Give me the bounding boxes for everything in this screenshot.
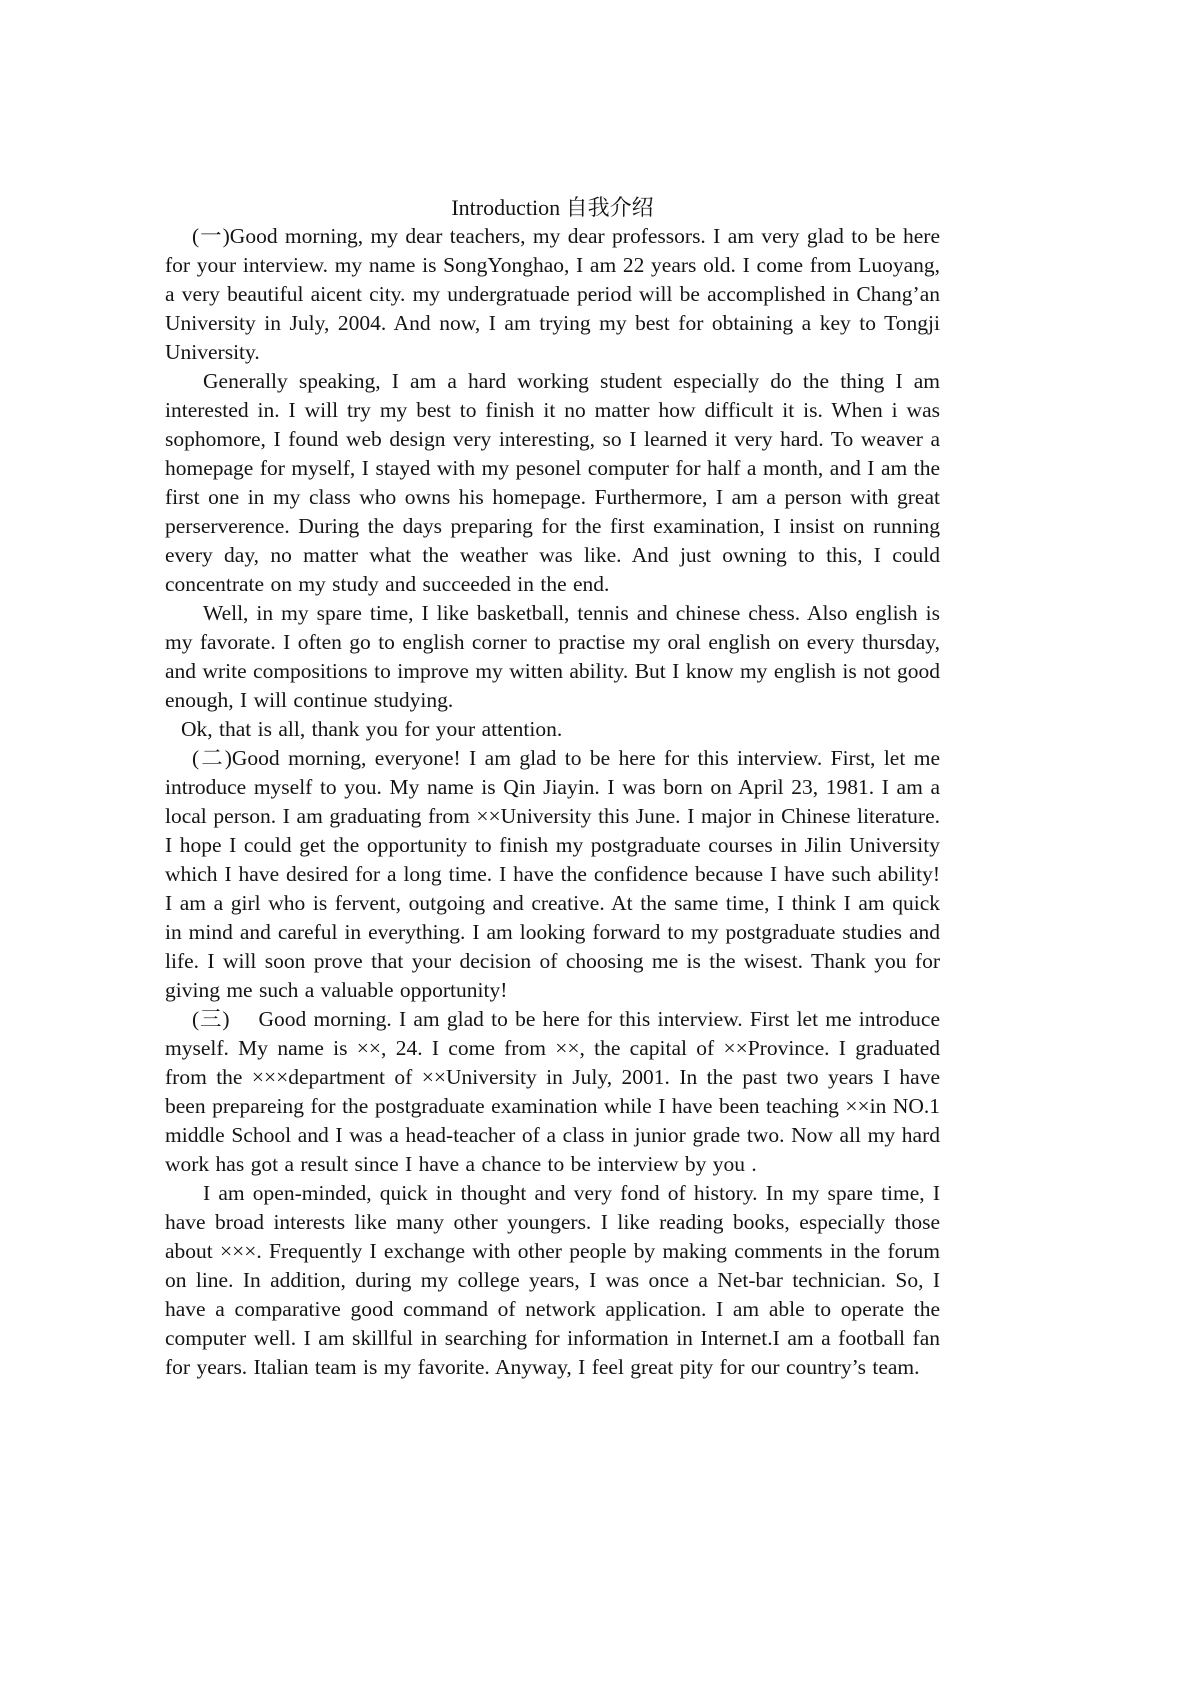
document-title: Introduction 自我介绍: [451, 195, 654, 220]
paragraph-intro-1: (一)Good morning, my dear teachers, my dear professors. I am very glad to be here for your interview. my name is SongYonghao, I am 22 years old. I come from Luoyang, a very beautiful aicent city. my undergratuade period will be accomplished in Chang’an University in July, 2004. And now, I am trying my best for obtaining a key to Tongji University.: [165, 224, 940, 364]
paragraph-intro-1-hobbies: Well, in my spare time, I like basketball, tennis and chinese chess. Also english is my favorate. I often go to english corner to practise my oral english on every thursday, and write compositions to improve my witten ability. But I know my english is not good enough, I will continue studying.: [165, 601, 940, 712]
paragraph-intro-2: (二)Good morning, everyone! I am glad to be here for this interview. First, let me introduce myself to you. My name is Qin Jiayin. I was born on April 23, 1981. I am a local person. I am graduating from ××University this June. I major in Chinese literature. I hope I could get the opportunity to finish my postgraduate courses in Jilin University which I have desired for a long time. I have the confidence because I have such ability! I am a girl who is fervent, outgoing and creative. At the same time, I think I am quick in mind and careful in everything. I am looking forward to my postgraduate studies and life. I will soon prove that your decision of choosing me is the wisest. Thank you for giving me such a valuable opportunity!: [165, 746, 940, 1002]
paragraph-intro-1-body: Generally speaking, I am a hard working student especially do the thing I am interested in. I will try my best to finish it no matter how difficult it is. When i was sophomore, I found web design very interesting, so I learned it very hard. To weaver a homepage for myself, I stayed with my pesonel computer for half a month, and I am the first one in my class who owns his homepage. Furthermore, I am a person with great perserverence. During the days preparing for the first examination, I insist on running every day, no matter what the weather was like. And just owning to this, I could concentrate on my study and succeeded in the end.: [165, 369, 940, 596]
paragraph-intro-1-closing: Ok, that is all, thank you for your attention.: [181, 717, 563, 741]
paragraph-intro-3-body: I am open-minded, quick in thought and very fond of history. In my spare time, I have broad interests like many other youngers. I like reading books, especially those about ×××. Frequently I exchange with other people by making comments in the forum on line. In addition, during my college years, I was once a Net-bar technician. So, I have a comparative good command of network application. I am able to operate the computer well. I am skillful in searching for information in Internet.I am a football fan for years. Italian team is my favorite. Anyway, I feel great pity for our country’s team.: [165, 1181, 940, 1379]
document-body: [165, 222, 940, 1382]
paragraph-intro-3: (三) Good morning. I am glad to be here for this interview. First let me introduce myself. My name is ××, 24. I come from ××, the capital of ××Province. I graduated from the ×××department of ××University in July, 2001. In the past two years I have been prepareing for the postgraduate examination while I have been teaching ××in NO.1 middle School and I was a head-teacher of a class in junior grade two. Now all my hard work has got a result since I have a chance to be interview by you .: [165, 1007, 940, 1176]
